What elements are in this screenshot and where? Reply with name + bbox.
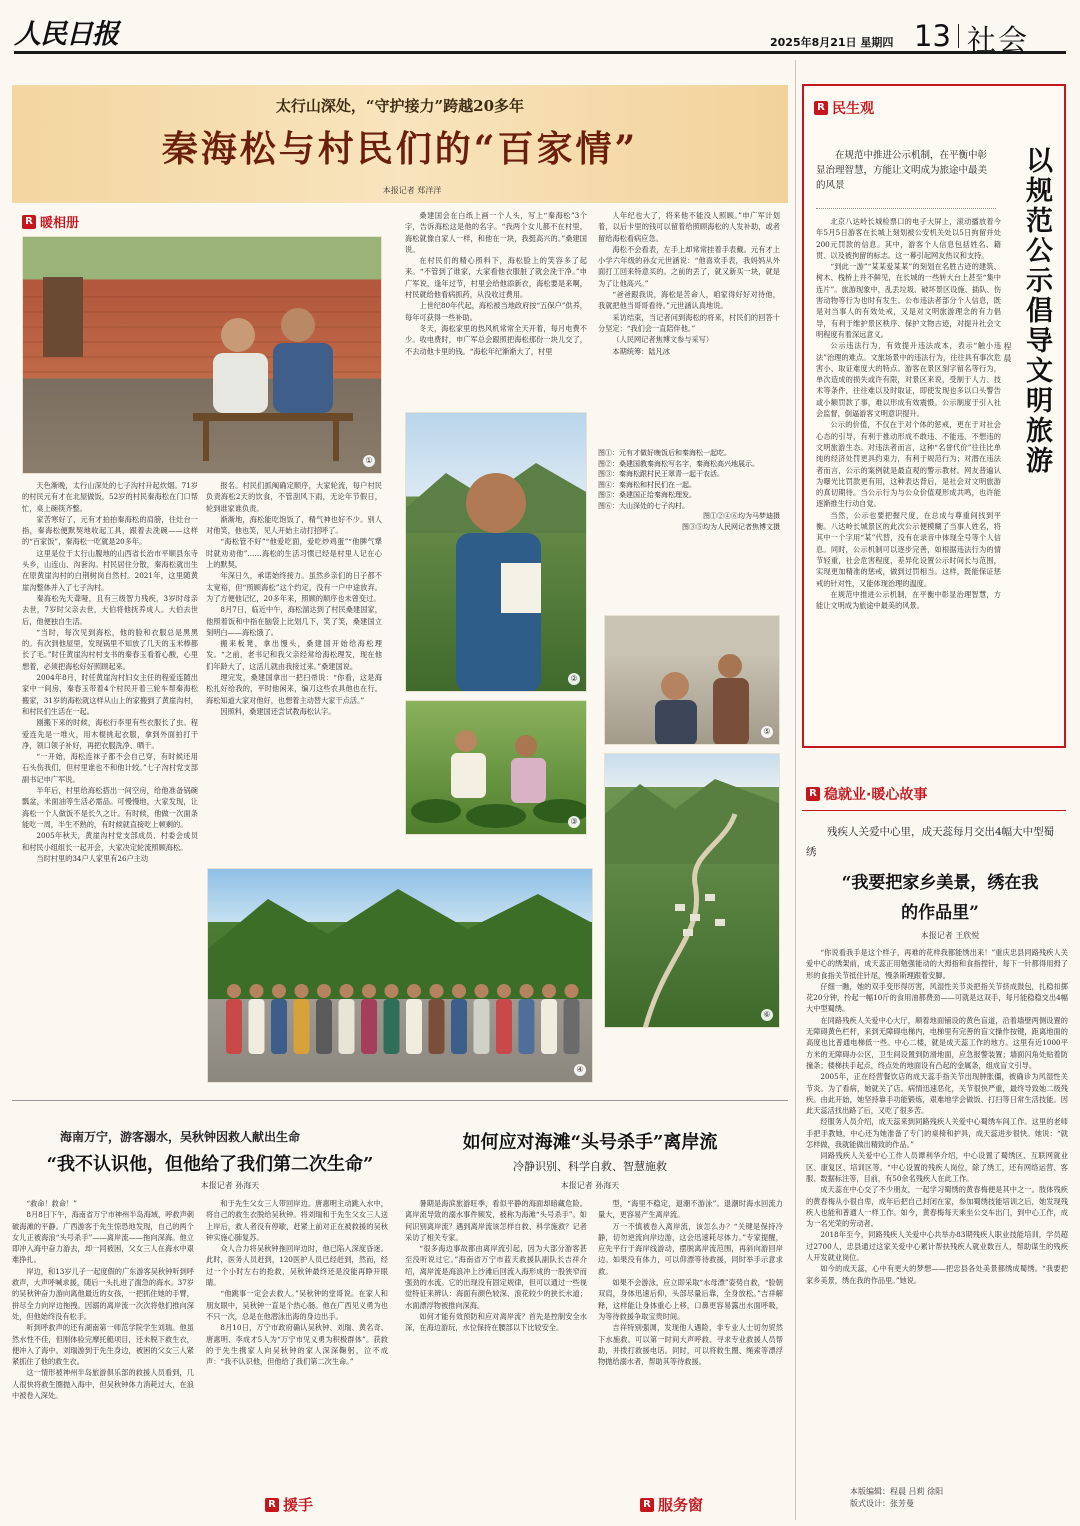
photo-number-3: ③ [568, 816, 580, 828]
rescue-byline: 本报记者 孙海天 [200, 1181, 260, 1190]
rip-byline: 本报记者 孙海天 [560, 1181, 620, 1190]
paragraph: 上世纪80年代起，海松被当地政府按“五保户”供养，每年可获得一些补助。 [405, 301, 587, 322]
paragraph: 本期统筹：陆凡冰 [612, 346, 670, 356]
photo-smiling-scene [406, 413, 587, 692]
lead-title: 秦海松与村民们的“百家情” [161, 128, 639, 170]
paragraph: “救命！救命！” [26, 1199, 77, 1208]
caption-3: 图③：秦海松跟村民王翠青一起干农活。 [598, 470, 724, 478]
section-rule [12, 1100, 788, 1101]
paragraph: 2005年，正在经营餐饮店的成天蕊手指关节出现肿胀僵，被确诊为风湿性关节炎。为了看病，她就关了店。病情迅速恶化，关节很快严重，最终导致她二级残疾。由此开始，她坚持靠手功能锻炼，艰难地学会做饭、打扫等日常生活技能。因此天蕊活找出路了后，又吃了很多苦。 [806, 1072, 1068, 1116]
paragraph: 公示的价值，不仅在于对个体的惩戒，更在于对社会心态的引导，有利于推动形成不敢违、不能违、不想违的文明旅游生态。对违法者而言，这种“名誉代价”往往比单纯的经济处罚更具约束力，有利于规范行为；对潜在违法者而言，公示的案例就是最直观的警示教材。网友普遍认为曝光比罚款更有用，这种表达背后，是社会对文明旅游的真切期待。当公示行为与公众价值观形成共鸣，也许能逐渐推生行动自觉。 [816, 420, 1001, 509]
paragraph: 海松不会看表，左手上却常常挂着手表戴。元有才上小学六年级的孙女元世涵说：“他喜欢手表，我妈妈从外面打工回来特意买的。之前的丢了，就又新买一块，就是为了让他高兴。” [598, 244, 780, 288]
paragraph: 报名。村民们抓阄确定顺序，大家轮流，每户村民负责海松2天的饮食，不管刮风下雨，无论年节假日，轮到谁家谁负责。 [206, 481, 382, 513]
photo-group [207, 868, 593, 1083]
person-body [339, 999, 355, 1054]
paragraph: 同路残疾人关爱中心工作人员谭利华介绍，中心设置了蜀绣区、互联网就业区、康复区、培训区等。“中心设置的残疾人岗位，除了绣工，还有网络运营、客服、数据标注等，目前，有50余名残疾人在此工作。 [806, 1151, 1068, 1183]
person-head [430, 984, 444, 998]
photo-credit-2: 图③⑤均为人民网记者焦博文摄 [682, 522, 780, 531]
employment-column-label: 稳就业·暖心故事 [824, 787, 928, 803]
paragraph: 2005年秋天，黄崖沟村党支部成员、村委会成员和村民小组组长一起开会，大家决定轮流照顾海松。 [22, 831, 198, 852]
person-body [474, 999, 490, 1054]
editor-credit: 本版编辑：程晨 吕莉 徐阳 [850, 1487, 944, 1496]
person-head [407, 984, 421, 998]
lead-col-2 [206, 480, 382, 850]
lead-col-4 [598, 210, 780, 405]
sidebar-column-label: 民生观 [832, 101, 874, 117]
paragraph: 在村民们的精心照料下，海松脸上的笑容多了起来。“不管到了谁家，大家看他衣服脏了就会洗干净。”申广军说，逢年过节，村里会给他添新衣，海松要是来啊，村民就给他看病抓药，从没收过费用。 [405, 256, 587, 300]
lead-header [12, 85, 788, 203]
newspaper-logo: 人民日报 [14, 19, 118, 50]
person-head [227, 984, 241, 998]
r-logo-icon: R [265, 1498, 279, 1512]
r-logo-icon: R [814, 101, 828, 115]
paragraph: 理完发，桑建国拿出一把扫帚说：“你看，这是海松扎好给我的，平时他闲来，编刀这些农具他也在行。海松知道大家对他好，也想着主动替大家干点活。” [206, 673, 382, 705]
person-body [496, 999, 512, 1054]
page-credits [850, 1486, 1065, 1510]
paragraph: 万一不慎被卷入离岸流，该怎么办？“关键是保持冷静，切勿逆流向岸边游，这会迅速耗尽体力。”专家提醒，应先平行于海岸线游动，摆脱离岸流范围，再斜向游回岸边。如果没有体力，可以仰漂等待救援，同时举手示意求救。 [598, 1221, 783, 1276]
photo-number-4: ④ [574, 1064, 586, 1076]
paragraph: 当时村里的34户人家里有26户主动 [36, 853, 149, 863]
sidebar-author: 程晨 [1003, 342, 1012, 366]
paragraph: 8月8日下午，海南省万宁市神州半岛海域，呼救声刺破海滩的平静。广西游客于先生惊恐地发现，自己的两个女儿正被海浪“头号杀手”——离岸流——拖向深海。他立即冲入海中奋力游去，却一同被困，父女三人在海水中艰难挣扎。 [12, 1210, 194, 1265]
person-body [384, 999, 400, 1054]
paragraph: 秦海松先天聋哑，且有三级智力残疾，3岁时母亲去世，7岁时父亲去世，大伯将他抚养成人。大伯去世后，他便独自生活。 [22, 593, 198, 626]
caption-4: 图④：秦海松和村民们在一起。 [598, 480, 696, 489]
paragraph: 如何才能有效预防和应对离岸流？首先是控制安全水深，在海边游玩，水位保持在腰部以下比较安全。 [405, 1311, 587, 1333]
paragraph: “你说看我手是这个样子，再难的花样我都能绣出来！”重庆忠县同路残疾人关爱中心的绣架前，成天蕊正用勉强能动的大拇指和食指捏针，每下一针都得用拇了形的食指关节抵住针尾，慢条斯理跟着安脚。 [806, 948, 1068, 980]
person-body [226, 999, 242, 1054]
paragraph: （人民网记者焦博文参与采写） [612, 335, 714, 345]
lead-col-1 [22, 480, 198, 1040]
person-head [272, 984, 286, 998]
rescue-column-label: 援手 [283, 1496, 314, 1514]
person-head [475, 984, 489, 998]
employment-byline: 本报记者 王欣悦 [920, 931, 980, 940]
employment-body [806, 947, 1068, 1455]
photo-number-5: ⑤ [761, 726, 773, 738]
photo-dinner-scene [23, 237, 382, 474]
caption-5: 图⑤：桑建国正给秦海松理发。 [598, 491, 696, 499]
paragraph: 众人合力将吴秋钟拖回岸边时，他已陷入深度昏迷。此时，医务人员赶到，120医护人员已经赶到，然而，经过一个小时左右的抢救，吴秋钟最终还是没能再睁开眼睛。 [206, 1244, 388, 1288]
person-body [271, 999, 287, 1054]
sidebar-title: 以规范公示倡导文明旅游 [1021, 146, 1052, 476]
page-number: 13 [914, 19, 951, 53]
paragraph: 和于先生父女三人带回岸边。唐惠明主动跳入水中，将自己的救生衣脱给吴秋钟。将刘瑞和于先生父女三人送上岸后，救人者没有停歇，赶紧上前对正在被救援的吴秋钟实施心肺复苏。 [206, 1199, 388, 1242]
photo-number-6: ⑥ [761, 1009, 773, 1021]
person-head [385, 984, 399, 998]
paragraph: 当然，公示也要把握尺度，在总成与尊重间找到平衡。八达岭长城景区的此次公示便模糊了当事人姓名，将其中一个字用“某”代替，没有在录音中体现全号等个人信息。同时，公示机制可以逐步完善，如根据违法行为的情节轻重，社会危害程度，差异化设置公示时间长与范围，实现更加精准的惩戒，做到过罚相当。这样，既能保证惩戒的针对性，又能体现治理的温度。 [816, 510, 1001, 588]
section-divider [958, 24, 959, 48]
photo-captions [598, 448, 780, 532]
employment-kicker: 残疾人关爱中心里，成天蕊每月交出4幅大中型蜀绣 [806, 826, 1055, 858]
section-name: 社会 [967, 23, 1030, 57]
paragraph: 北京八达岭长城检票口的电子大屏上，滚动播放着今年5月5日游客在长城上刻划被公安机关处以5日拘留并处200元罚款的信息。其中，游客个人信息包括姓名、籍贯、以及被拘留的标志。这一幕引起网友热议和支持。 [816, 217, 1001, 260]
column-divider [795, 60, 796, 1520]
photo-number-1: ① [363, 455, 375, 467]
paragraph: 仔细一瞧，她的双手变形得厉害，风湿性关节炎把指关节挤成鼓包，扎稳扣掷花20分钟，拎起一幅10斤的食用油都费劲——可就是这双手，每月能稳稳交出4幅大中型蜀绣。 [806, 981, 1068, 1014]
paragraph: 天色渐晚，太行山深处的七子沟村升起炊烟。71岁的村民元有才在北屋做饭，52岁的村民秦海松在门口帮忙，桌上碗筷齐整。 [22, 481, 198, 513]
person-head [452, 984, 466, 998]
paragraph: 在规范中推进公示机制，在平衡中彰显治理智慧，方能让文明成为旅途中最美的风景。 [816, 589, 1001, 611]
lead-byline: 本报记者 郑洋洋 [382, 186, 442, 195]
paragraph: 经服务人员介绍，成天蕊来到同路残疾人关爱中心蜀绣车间工作。这里的老师手把手教她，中心还为她准备了专门的桌椅和护具，成天蕊进步很快。她说：“就怎样做，我就能做出精致的作品。” [806, 1117, 1068, 1150]
rip-col-2 [598, 1198, 783, 1483]
rescue-kicker: 海南万宁，游客溺水，吴秋钟因救人献出生命 [60, 1130, 301, 1144]
paragraph: 岸边，和13岁儿子一起度假的广东游客吴秋钟听到呼救声，大声呼喊求援，随后一头扎进了湍急的海水。37岁的吴秋钟奋力游向离他最近的女孩，一把抓住她的手臂，拼尽全力向岸边拖拽。因溺的离岸流一次次将他们推向深处，但他始终没有松手。 [12, 1266, 194, 1321]
paragraph: “一开始，海松连袜子都不会自己穿，有时候还用石头伤我们，但村里谁也不和他计较。”七子沟村党支部副书记申广军说。 [22, 752, 198, 784]
person-body [294, 999, 310, 1054]
paragraph: “海松管不好”“他爱吃面，爱吃炒鸡蛋”“他脾气犟时就劝劝他”……海松的生活习惯已经是村里人记在心上的默契。 [206, 537, 382, 570]
paragraph: 8月7日，临近中午，海松溜达到了村民桑建国家，他照着饭和中指在脑袋上比划几下，笑了笑，桑建国立刻明白——海松饿了。 [206, 605, 382, 637]
person-head [497, 984, 511, 998]
paragraph: 听到呼救声的还有湖南第一师范学院学生刘瑞。他虽然水性不佳，但刚体验完摩托艇项目，还未脱下救生衣，便冲入了海中。刘瑞游到于先生身边，被困的父女三人紧紧抓住了他的救生衣。 [12, 1323, 194, 1367]
paragraph: 这里是位于太行山腹地的山西省长治市平顺县东寺头乡，山连山、沟套沟。村民居住分散，秦海松就出生在原黄崖沟村的白荆树岗自然村。2021年，这里随黄崖沟整体并入了七子沟村。 [22, 548, 198, 592]
sidebar-column-tag [814, 98, 874, 118]
person-head [520, 984, 534, 998]
paragraph: “到此一游”“某某爱某某”的刻划在名胜古迹的建筑、树木、栈桥上并不鲜见，在长城的一些转大台上甚至“集中连片”。旅游现象中，乱丢垃圾、破坏景区设施、插队、伤害动物等行为也时有发生。公布违法者部分个人信息，既是对当事人的有效处戒，又是对文明旅游理念的有力倡导，有利于维护景区秩序、保护文物古迹，对提升社会文明程度有着深远意义。 [816, 262, 1001, 339]
paragraph: 吉祥特别强调，发现他人遇险，非专业人士切勿贸然下水施救。可以第一时间大声呼救、寻求专业救援人员帮助，并拨打救援电话。同时，可以将救生圈、绳索等漂浮物抛给溺水者，帮助其等待救援。 [598, 1323, 783, 1367]
person-head [317, 984, 331, 998]
photo-group-scene [208, 869, 593, 1083]
paragraph: 搬来板凳，拿出馒头，桑建国开始给海松理发。“之前，老书记和我父亲经常给海松理发，现在他们年龄大了，这活儿就由我接过来。”桑建国说。 [206, 639, 382, 671]
rescue-column-tag [265, 1494, 313, 1515]
paragraph: 这一情形被神州半岛旅游俱乐部的救援人员看到，几人很快将救生圈抛入海中，但吴秋钟体力消耗过大，在浪中被卷入深处。 [12, 1368, 194, 1401]
r-logo-icon: R [22, 215, 36, 229]
rescue-title: “我不认识他，但他给了我们第二次生命” [46, 1154, 374, 1175]
sidebar-box [802, 84, 1066, 748]
caption-6: 图⑥：大山深处的七子沟村。 [598, 501, 689, 510]
paragraph: 桑建国会在白纸上画一个人头，写上“秦海松”3个字，告诉海松这是他的名字。“我两个女儿都不在村里，海松就像自家人一样，和他在一块，我挺高兴的。”桑建国说。 [405, 211, 587, 254]
photo-number-2: ② [568, 673, 580, 685]
person-body [519, 999, 535, 1054]
person-head [362, 984, 376, 998]
person-head [565, 984, 579, 998]
paragraph: 2018年至今，同路残疾人关爱中心共举办83期残疾人职业技能培训，学员超过2700人，忠县通过这家关爱中心累计帮扶残疾人就业数百人，帮助谋生的残疾人开发就业岗位。 [806, 1230, 1068, 1263]
person-body [451, 999, 467, 1054]
photo-village-scene [605, 754, 780, 1028]
person-head [340, 984, 354, 998]
lead-column-label: 暖相册 [40, 216, 80, 231]
caption-1: 图①：元有才做好晚饭后和秦海松一起吃。 [598, 449, 731, 457]
paragraph: 冬天，海松家里的热风机常常全天开着，每月电费不少。收电费时，申广军总会跟照把海松那份一块儿交了，不去动他卡里的钱。“海松年纪渐渐大了，村里 [405, 323, 587, 356]
caption-2: 图②：桑建国教秦海松写名字，秦海松高兴地展示。 [598, 459, 759, 468]
paragraph: “爸爸跟我说，海松是苦命人，咱家得好好对待他，我就把他当哥哥看待。”元世涵认真地说。 [598, 290, 780, 311]
paragraph: 渐渐地，海松能吃饱饭了，精气神也好不少。别人对他笑，他也笑，见人开始主动打招呼了。 [206, 514, 382, 536]
photo-smiling [405, 412, 587, 692]
paragraph: 采访结束，当记者问到海松的将来，村民们的回答十分坚定：“我们会一直陪伴他。” [598, 312, 780, 333]
rip-col-1 [405, 1198, 587, 1523]
rip-column-tag [640, 1494, 703, 1515]
person-body [564, 999, 580, 1054]
employment-title: “我要把家乡美景，绣在我的作品里” [841, 873, 1039, 923]
paragraph: 2004年8月，时任黄崖沟村妇女主任的程爱连随出家中一间房，秦春玉带着4个村民开着三轮车帮秦海松搬家，31岁的海松就这样从山上的家搬到了黄崖沟村，和村民们生活在一起。 [22, 673, 198, 716]
person-head [250, 984, 264, 998]
sidebar-body [816, 216, 1001, 728]
lead-col-3 [405, 210, 587, 405]
photo-credit-1: 图①②④⑥均为马梦迪摄 [703, 512, 780, 520]
person-body [249, 999, 265, 1054]
person-body [406, 999, 422, 1054]
employment-column-tag [806, 784, 927, 804]
paragraph: 刚搬下来的时候，海松行李里有些衣服长了虫。程爱连先是一堆火，用木棍挑起衣服，拿到外面拍打干净，领口领子补好，再把衣服洗净、晒干。 [22, 718, 198, 750]
r-logo-icon: R [640, 1498, 654, 1512]
photo-haircut-scene [605, 616, 780, 745]
paragraph: 公示违法行为，有效提升违法成本，表示“触小违法”治理的难点。文旅场景中的违法行为，往往具有事次危害小、取证难度大的特点。游客在景区刻字留名等行为，单次造成的损失或许有限，对景区来说，受制于人力、技术等条件，往往难以及时取证，即使发现也多以口头警告或小额罚款了事，难以形成有效震慑。公示制度于引入社会监督，倒逼游客文明意识提升。 [816, 341, 1001, 419]
paragraph: 如今的成天蕊，心中有更大的梦想——把忠县各处美景都绣成蜀绣。“我要把家乡美景，绣在我的作品里。”她说。 [806, 1264, 1068, 1285]
photo-haircut [604, 615, 780, 745]
rescue-col-1 [12, 1198, 194, 1523]
paragraph: “当时，每次见到海松，他的脸和衣服总是黑黑的。有次到他屋里，发现锅里不知放了几天的玉米棒都长了毛。”时任黄崖沟村村支书的秦春玉看着心酸，心里想着，必须把海松好好照顾起来。 [22, 627, 198, 671]
sidebar-rule [816, 208, 996, 209]
person-body [541, 999, 557, 1054]
designer-credit: 版式设计：张芳曼 [850, 1499, 914, 1508]
paragraph: “很多海边事故都由离岸流引起，因为大部分游客甚至没听说过它。”海南省万宁市蓝天救援队副队长吉祥介绍，离岸流是海浪冲上沙滩后回流入海形成的一股狭窄而强劲的水流。它的出现没有固定规律，但可以通过一些视觉特征来辨认：海面有颜色较深、浪花较少的狭长水道；水面漂浮物被推向深海。 [405, 1244, 587, 1310]
lead-column-tag [22, 212, 79, 231]
paragraph: 家苦寒好了，元有才拍拍秦海松的肩膀，往灶台一指，秦海松便默契地收起工具，跟着去洗碗——这样的“百家饭”，秦海松一吃就是20多年。 [22, 514, 198, 547]
paragraph: 8月10日，万宁市政府确认吴秋钟、刘瑞、黄名奇、唐惠明、李成才5人为“万宁市见义勇为积极群体”。获救的于先生携家人向吴秋钟的家人深深鞠躬，泣不成声：“我不认识他，但他给了我们第二次生命。” [206, 1323, 388, 1367]
paragraph: 人年纪也大了，将来他不能没人照顾。”申广军计划着，以后卡里的钱可以留着给照顾海松的人发补助，或者留给海松看病应急。 [598, 211, 780, 243]
paragraph: 暑期是海滨旅游旺季，看似平静的海面却暗藏危险。离岸流导致的溺水事件频发，被称为海滩“头号杀手”。如何识别离岸流？遇到离岸流该怎样自救、科学施救？记者采访了相关专家。 [405, 1199, 587, 1242]
lead-kicker: 太行山深处，“守护接力”跨越20多年 [275, 97, 525, 115]
person-head [295, 984, 309, 998]
employment-rule [802, 810, 1066, 811]
rip-column-label: 服务窗 [658, 1496, 704, 1514]
paragraph: 在同路残疾人关爱中心大厅，顺着地面铺设的黄色盲道，沿着墙壁两侧设置的无障碍黄色栏杆，来到无障碍电梯内，电梯里有完善的盲文操作按键，距离地面的高度也比普通电梯低一些。中心二楼，就是成天蕊工作的地方。这里有近1000平方米的无障碍办公区，卫生间设置到防滑地面，应急报警装置；墙面闪角处贴着防撞条；楼梯扶手起点，终点处的地面设有凸起的金属条，组成盲文引导。 [806, 1015, 1068, 1070]
person-body [361, 999, 377, 1054]
paragraph: 因照料，桑建国还尝试教海松认字。 [220, 706, 336, 716]
person-body [316, 999, 332, 1054]
paragraph: 年深日久，承诺始终接力。虽然乡亲们的日子都不太宽裕，但“照顾海松”这个约定，没有一户中途放弃。为了方便他记忆，20多年来，照顾的顺序也未曾变过。 [206, 571, 382, 603]
masthead [14, 10, 1066, 57]
paragraph: 成天蕊在中心交了不少朋友，一起学习蜀绣的黄春梅便是其中之一。肢体残疾的黄春梅从小很自卑，成年后把自己封闭在家，参加蜀绣技能培训之后，她发现残疾人也能和普通人一样工作。如今，黄春梅每天乘坐公交车出门，到中心工作，成为一名光荣的劳动者。 [806, 1185, 1068, 1229]
sidebar-deck: 在规范中推进公示机制，在平衡中彰显治理智慧，方能让文明成为旅途中最美的风景 [816, 150, 988, 191]
paragraph: 型，“海里不稳定，退潮不游泳”。退潮时海水回流力量大，更容易产生离岸流。 [598, 1199, 783, 1220]
rip-title: 如何应对海滩“头号杀手”离岸流 [462, 1132, 718, 1153]
person-body [429, 999, 445, 1054]
paragraph: 如果不会游泳，应立即采取“水母漂”姿势自救，“脸朝双肩，身体迅速后仰，头部尽量后靠，全身放松。”吉祥解释，这样能让身体重心上移，口鼻更容易露出水面呼吸，为等待救援争取宝贵时间。 [598, 1278, 783, 1321]
photo-farmwork-scene [406, 701, 587, 835]
paragraph: “他跳事一定会去救人。”吴秋钟的堂哥说。在家人和朋友眼中，吴秋钟一直是个热心肠。他在广西见义勇为也不只一次，总是在他潜泳出海的身边出手。 [206, 1289, 388, 1321]
paragraph: 半年后，村里给海松搭出一间空房，给他准备锅碗瓢盆，米面油等生活必需品。可慢慢地，大家发现，让海松一个人做饭不是长久之计。有时候，他做一次面条能吃一周，半生不熟的，有时候就直接吃上顿剩的。 [22, 786, 198, 829]
issue-date: 2025年8月21日 星期四 [770, 36, 894, 49]
r-logo-icon: R [806, 787, 820, 801]
photo-farmwork [405, 700, 587, 835]
rip-subtitle: 冷静识别、科学自救、智慧施救 [513, 1160, 667, 1173]
rescue-col-2 [206, 1198, 388, 1483]
photo-dinner [22, 236, 382, 474]
person-head [542, 984, 556, 998]
photo-village [604, 753, 780, 1028]
